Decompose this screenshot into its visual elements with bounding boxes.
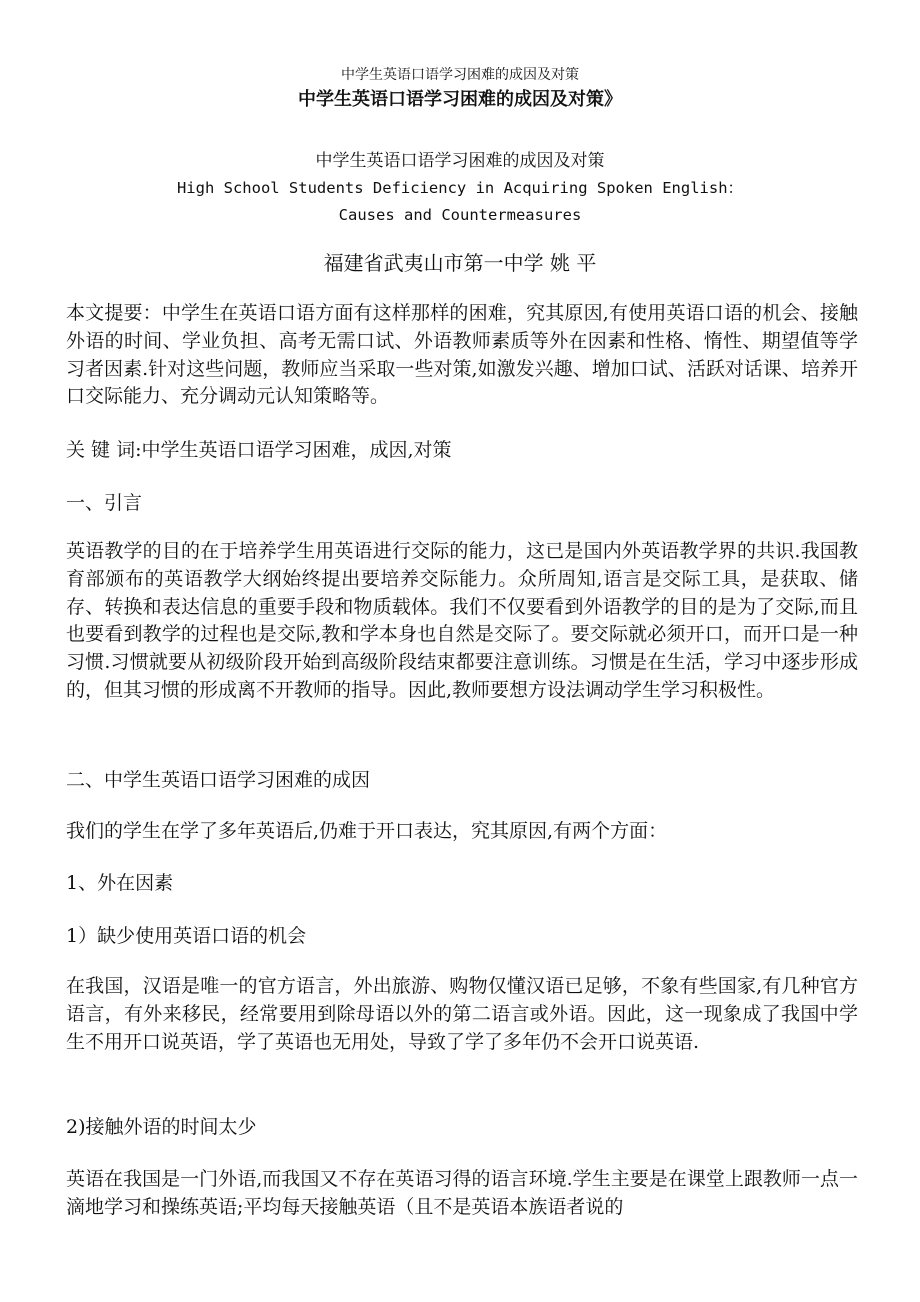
running-title: 中学生英语口语学习困难的成因及对策 [341, 67, 579, 83]
author-line: 福建省武夷山市第一中学 姚 平 [323, 251, 597, 275]
article-title-en-line1: High School Students Deficiency in Acquiring Spoken English： [176, 179, 744, 197]
time-paragraph: 英语在我国是一门外语,而我国又不存在英语习得的语言环境.学生主要是在课堂上跟教师一点一滴地学习和操练英语;平均每天接触英语（且不是英语本族语者说的 [66, 1168, 858, 1218]
abstract-paragraph: 本文提要：中学生在英语口语方面有这样那样的困难，究其原因,有使用英语口语的机会、接触外语的时间、学业负担、高考无需口试、外语教师素质等外在因素和性格、惰性、期望值等学习者因素.针对这些问题，教师应当采取一些对策,如激发兴趣、增加口试、活跃对话课、培养开口交际能力、充分调动元认知策略等。 [66, 302, 858, 408]
causes-lead-paragraph: 我们的学生在学了多年英语后,仍难于开口表达，究其原因,有两个方面： [66, 820, 668, 842]
subheading-opportunity: 1）缺少使用英语口语的机会 [66, 925, 307, 947]
section-heading-intro: 一、引言 [66, 492, 143, 514]
intro-paragraph: 英语教学的目的在于培养学生用英语进行交际的能力，这已是国内外英语教学界的共识.我国教育部颁布的英语教学大纲始终提出要培养交际能力。众所周知,语言是交际工具，是获取、储存、转换和表达信息的重要手段和物质载体。我们不仅要看到外语教学的目的是为了交际,而且也要看到教学的过程也是交际,教和学本身也自然是交际了。要交际就必须开口，而开口是一种习惯.习惯就要从初级阶段开始到高级阶段结束都要注意训练。习惯是在生活，学习中逐步形成的，但其习惯的形成离不开教师的指导。因此,教师要想方设法调动学生学习积极性。 [66, 540, 858, 701]
main-title: 中学生英语口语学习困难的成因及对策》 [298, 89, 622, 110]
section-heading-causes: 二、中学生英语口语学习困难的成因 [66, 769, 371, 791]
subheading-time: 2)接触外语的时间太少 [66, 1116, 257, 1138]
subheading-external-factors: 1、外在因素 [66, 872, 174, 894]
keywords-line: 关 键 词:中学生英语口语学习困难，成因,对策 [66, 439, 452, 461]
article-title-cn: 中学生英语口语学习困难的成因及对策 [315, 151, 605, 171]
opportunity-paragraph: 在我国，汉语是唯一的官方语言，外出旅游、购物仅懂汉语已足够，不象有些国家,有几种官方语言，有外来移民，经常要用到除母语以外的第二语言或外语。因此，这一现象成了我国中学生不用开口说英语，学了英语也无用处，导致了学了多年仍不会开口说英语. [66, 975, 858, 1053]
article-title-en-line2: Causes and Countermeasures [338, 206, 582, 224]
